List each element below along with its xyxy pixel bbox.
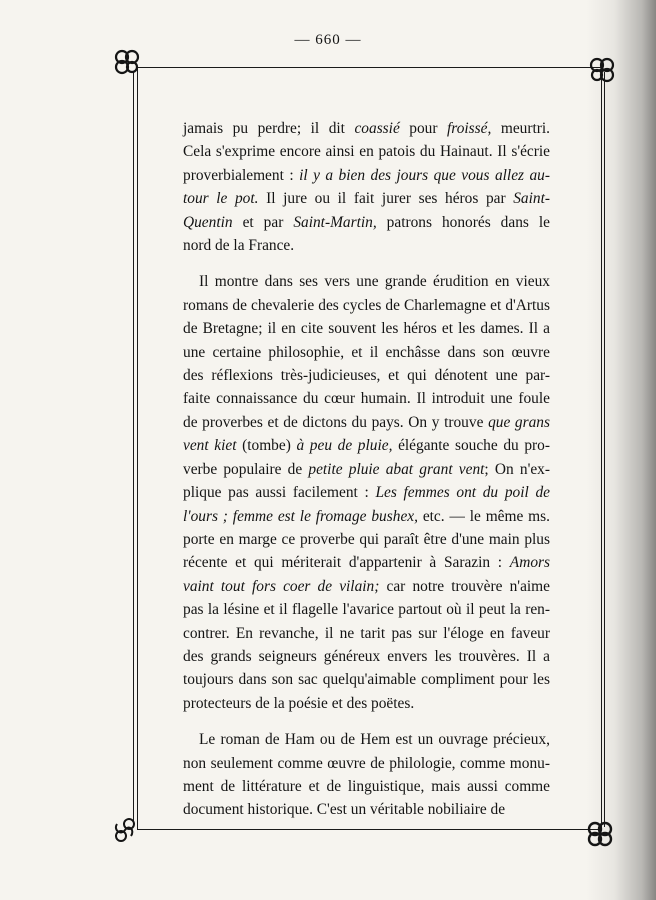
text-line xyxy=(183,551,550,574)
corner-ornament-icon xyxy=(588,56,616,84)
text-run: des grands seigneurs généreux envers les trouvères. Il a xyxy=(183,647,550,665)
text-run: pas la lésine et il flagelle l'avarice partout où il peut la ren- xyxy=(183,601,550,619)
text-line xyxy=(183,622,550,645)
italic-phrase: Saint-Martin, xyxy=(293,213,377,231)
text-run: toujours dans son sac quelqu'aimable compliment pour les xyxy=(183,671,550,689)
italic-phrase: Saint- xyxy=(513,190,550,208)
text-run: Il jure ou il fait jurer ses héros par xyxy=(258,190,514,208)
corner-ornament-icon xyxy=(111,816,139,844)
text-run: protecteurs de la poésie et des poëtes. xyxy=(183,694,415,712)
text-run: une certaine philosophie, et il enchâsse dans son œuvre xyxy=(183,343,550,361)
page-number: — 660 — xyxy=(294,32,362,48)
text-run: nord de la France. xyxy=(183,237,295,255)
italic-phrase: tour le pot. xyxy=(183,190,259,208)
text-line xyxy=(183,434,550,457)
italic-phrase: Les femmes ont du poil de xyxy=(375,484,550,502)
text-line xyxy=(183,140,550,163)
text-run: car notre trouvère n'aime xyxy=(379,577,550,595)
italic-phrase: vent kiet xyxy=(183,437,237,455)
paragraph-p3 xyxy=(183,728,550,822)
text-run: contrer. En revanche, il ne tarit pas sur l'éloge en faveur xyxy=(183,624,550,642)
italic-phrase: Amors xyxy=(509,554,550,572)
text-line xyxy=(183,294,550,317)
body-text xyxy=(183,117,550,822)
text-line xyxy=(183,317,550,340)
text-run: porte en marge ce proverbe qui paraît être d'une main plus xyxy=(183,530,550,548)
text-run: élégante souche du pro- xyxy=(392,437,550,455)
text-run: de Bretagne; il en cite souvent les héros et les dames. Il a xyxy=(183,320,550,338)
text-line xyxy=(183,798,550,821)
text-line xyxy=(183,481,550,504)
text-line xyxy=(183,598,550,621)
text-run: non seulement comme œuvre de philologie, comme monu- xyxy=(183,754,550,772)
text-line xyxy=(183,645,550,668)
text-run: romans de chevalerie des cycles de Charlemagne et d'Artus xyxy=(183,296,550,314)
text-line xyxy=(183,775,550,798)
text-run: etc. — le même ms. xyxy=(417,507,550,525)
italic-phrase: que grans xyxy=(488,413,550,431)
text-line xyxy=(183,211,550,234)
text-line xyxy=(183,458,550,481)
italic-phrase: Quentin xyxy=(183,213,233,231)
text-run: et par xyxy=(232,213,294,231)
corner-ornament-icon xyxy=(113,48,141,76)
italic-phrase: il y a bien des jours que vous allez au- xyxy=(299,166,550,184)
italic-phrase: petite pluie abat grant vent xyxy=(308,460,485,478)
text-run: jamais pu perdre; il dit xyxy=(183,120,355,137)
italic-phrase: l'ours ; femme est le fromage bushex, xyxy=(183,507,418,525)
text-run: patrons honorés dans le xyxy=(376,213,550,231)
text-run: Le roman de Ham ou de Hem est un ouvrage précieux, xyxy=(199,731,550,749)
text-run: de proverbes et de dictons du pays. On y trouve xyxy=(183,413,489,431)
text-line xyxy=(183,528,550,551)
text-line xyxy=(183,387,550,410)
text-run: proverbialement : xyxy=(183,166,300,184)
text-run: Il montre dans ses vers une grande érudition en vieux xyxy=(199,273,550,291)
italic-phrase: coassié xyxy=(354,120,400,137)
text-line xyxy=(183,234,550,257)
text-run: pour xyxy=(399,120,448,137)
paragraph-p2 xyxy=(183,270,550,715)
corner-ornament-icon xyxy=(586,820,614,848)
paragraph-p1 xyxy=(183,117,550,257)
italic-phrase: froissé, xyxy=(447,120,492,137)
text-line xyxy=(183,668,550,691)
text-run: ; On n'ex- xyxy=(484,460,550,478)
frame-right-rule xyxy=(604,72,605,827)
text-line xyxy=(183,187,550,210)
text-line xyxy=(183,505,550,528)
text-run: (tombe) xyxy=(236,437,297,455)
text-line xyxy=(183,692,550,715)
text-run: Cela s'exprime encore ainsi en patois du Hainaut. Il s'écrie xyxy=(183,143,550,161)
text-line xyxy=(183,164,550,187)
italic-phrase: vaint tout fors coer de vilain; xyxy=(183,577,380,595)
text-line xyxy=(183,341,550,364)
text-line xyxy=(183,728,550,751)
text-run: verbe populaire de xyxy=(183,460,309,478)
text-run: des réflexions très-judicieuses, et qui dénotent une par- xyxy=(183,367,550,385)
text-run: faite connaissance du cœur humain. Il introduit une foule xyxy=(183,390,550,408)
text-line xyxy=(183,575,550,598)
text-run: ment de littérature et de linguistique, mais aussi comme xyxy=(183,777,550,795)
text-line xyxy=(183,117,550,140)
text-line xyxy=(183,364,550,387)
text-line xyxy=(183,411,550,434)
text-line xyxy=(183,752,550,775)
text-run: plique pas aussi facilement : xyxy=(183,484,376,502)
italic-phrase: à peu de pluie, xyxy=(296,437,393,455)
text-line xyxy=(183,270,550,293)
text-run: document historique. C'est un véritable nobiliaire de xyxy=(183,801,506,819)
text-run: meurtri. xyxy=(491,120,550,137)
frame-left-rule xyxy=(133,72,134,827)
text-run: récente et qui mériterait d'appartenir à Sarazin : xyxy=(183,554,510,572)
